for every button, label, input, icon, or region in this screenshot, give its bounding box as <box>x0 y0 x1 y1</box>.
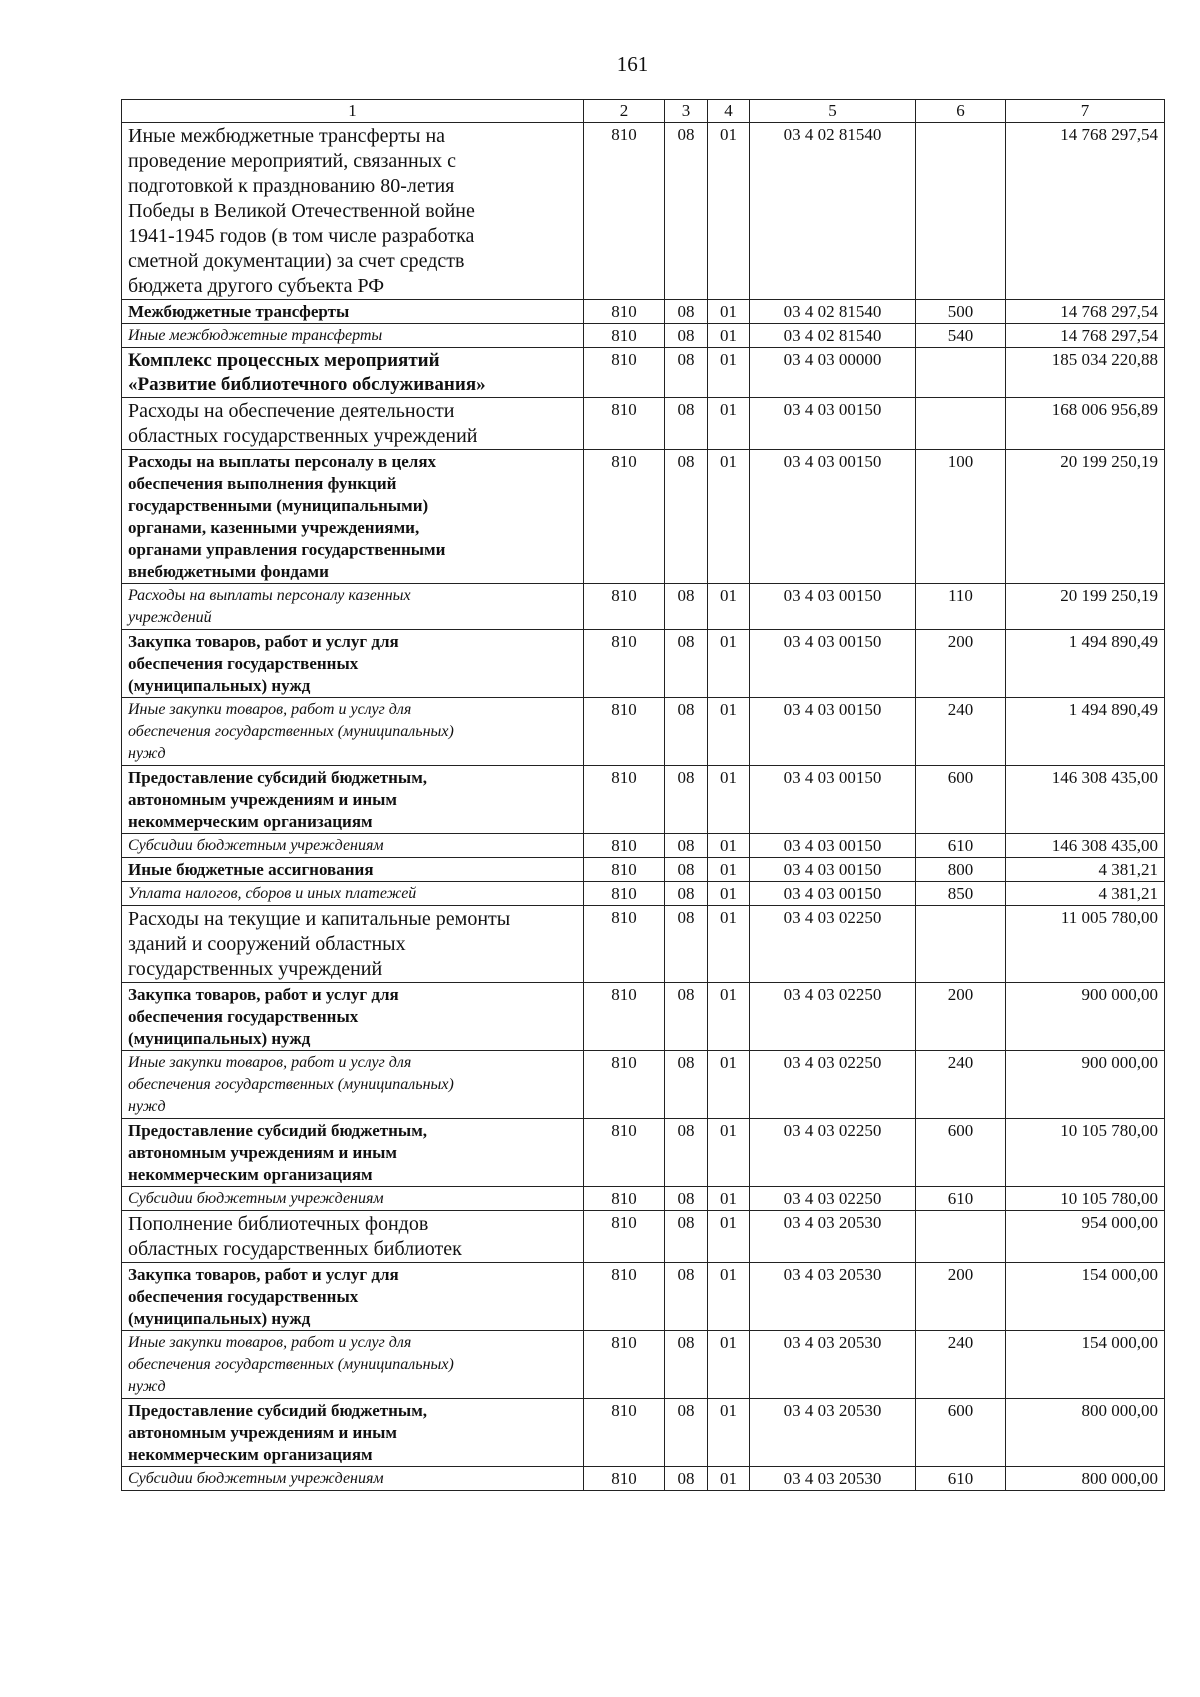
row-code-6: 200 <box>916 983 1006 1051</box>
row-name: Межбюджетные трансферты <box>122 300 584 324</box>
row-code-3: 08 <box>665 1263 708 1331</box>
row-code-3: 08 <box>665 1119 708 1187</box>
row-code-4: 01 <box>708 983 750 1051</box>
row-code-4: 01 <box>708 882 750 906</box>
row-code-5: 03 4 03 02250 <box>750 1051 916 1119</box>
row-code-4: 01 <box>708 698 750 766</box>
row-code-6: 500 <box>916 300 1006 324</box>
row-name: Иные закупки товаров, работ и услуг для обеспечения государственных (муниципальных) нужд <box>122 698 584 766</box>
row-code-2: 810 <box>584 450 665 584</box>
row-name: Предоставление субсидий бюджетным, автономным учреждениям и иным некоммерческим организациям <box>122 766 584 834</box>
row-name: Закупка товаров, работ и услуг для обеспечения государственных (муниципальных) нужд <box>122 630 584 698</box>
row-code-2: 810 <box>584 983 665 1051</box>
row-code-4: 01 <box>708 398 750 450</box>
row-code-3: 08 <box>665 324 708 348</box>
table-row <box>122 834 1165 858</box>
column-header-6: 6 <box>916 100 1006 123</box>
row-code-5: 03 4 03 20530 <box>750 1467 916 1491</box>
row-code-6: 600 <box>916 1119 1006 1187</box>
row-code-3: 08 <box>665 398 708 450</box>
row-code-5: 03 4 03 00150 <box>750 630 916 698</box>
column-header-3: 3 <box>665 100 708 123</box>
row-code-6: 200 <box>916 630 1006 698</box>
table-row <box>122 906 1165 983</box>
row-code-3: 08 <box>665 1187 708 1211</box>
row-code-2: 810 <box>584 834 665 858</box>
table-row <box>122 584 1165 630</box>
row-code-3: 08 <box>665 1211 708 1263</box>
row-code-6: 100 <box>916 450 1006 584</box>
column-header-5: 5 <box>750 100 916 123</box>
row-code-2: 810 <box>584 1211 665 1263</box>
row-code-6: 540 <box>916 324 1006 348</box>
row-code-4: 01 <box>708 1467 750 1491</box>
row-code-5: 03 4 03 02250 <box>750 1119 916 1187</box>
row-code-5: 03 4 03 20530 <box>750 1211 916 1263</box>
row-code-4: 01 <box>708 123 750 300</box>
table-row <box>122 348 1165 398</box>
row-code-2: 810 <box>584 300 665 324</box>
table-row <box>122 766 1165 834</box>
row-code-4: 01 <box>708 1211 750 1263</box>
row-code-3: 08 <box>665 630 708 698</box>
row-code-6: 600 <box>916 1399 1006 1467</box>
row-code-5: 03 4 03 00150 <box>750 450 916 584</box>
row-amount: 800 000,00 <box>1006 1467 1165 1491</box>
row-name: Расходы на выплаты персоналу казенных учреждений <box>122 584 584 630</box>
row-code-2: 810 <box>584 1051 665 1119</box>
table-row <box>122 324 1165 348</box>
row-code-4: 01 <box>708 450 750 584</box>
row-code-6: 240 <box>916 1331 1006 1399</box>
row-code-5: 03 4 03 00150 <box>750 882 916 906</box>
row-code-5: 03 4 03 00150 <box>750 834 916 858</box>
table-row <box>122 882 1165 906</box>
row-code-2: 810 <box>584 348 665 398</box>
row-amount: 185 034 220,88 <box>1006 348 1165 398</box>
row-name: Уплата налогов, сборов и иных платежей <box>122 882 584 906</box>
row-code-6 <box>916 123 1006 300</box>
row-amount: 1 494 890,49 <box>1006 630 1165 698</box>
page-number: 161 <box>616 52 649 76</box>
row-code-5: 03 4 03 00150 <box>750 766 916 834</box>
row-amount: 900 000,00 <box>1006 983 1165 1051</box>
budget-table <box>121 99 1165 1491</box>
row-amount: 146 308 435,00 <box>1006 766 1165 834</box>
row-code-3: 08 <box>665 766 708 834</box>
row-code-3: 08 <box>665 348 708 398</box>
column-header-7: 7 <box>1006 100 1165 123</box>
row-name: Иные закупки товаров, работ и услуг для обеспечения государственных (муниципальных) нужд <box>122 1051 584 1119</box>
row-code-3: 08 <box>665 1399 708 1467</box>
row-name: Иные межбюджетные трансферты <box>122 324 584 348</box>
row-code-6 <box>916 1211 1006 1263</box>
row-code-3: 08 <box>665 584 708 630</box>
row-code-4: 01 <box>708 834 750 858</box>
row-code-6: 850 <box>916 882 1006 906</box>
row-code-3: 08 <box>665 858 708 882</box>
row-code-2: 810 <box>584 1331 665 1399</box>
row-code-4: 01 <box>708 584 750 630</box>
row-amount: 11 005 780,00 <box>1006 906 1165 983</box>
row-code-3: 08 <box>665 698 708 766</box>
row-code-5: 03 4 03 02250 <box>750 1187 916 1211</box>
row-code-3: 08 <box>665 834 708 858</box>
table-row <box>122 1119 1165 1187</box>
row-code-6: 610 <box>916 834 1006 858</box>
row-code-5: 03 4 03 00150 <box>750 858 916 882</box>
row-code-4: 01 <box>708 324 750 348</box>
row-amount: 20 199 250,19 <box>1006 450 1165 584</box>
row-code-6: 800 <box>916 858 1006 882</box>
row-amount: 146 308 435,00 <box>1006 834 1165 858</box>
row-amount: 14 768 297,54 <box>1006 324 1165 348</box>
row-code-2: 810 <box>584 766 665 834</box>
row-amount: 4 381,21 <box>1006 882 1165 906</box>
row-code-5: 03 4 03 02250 <box>750 906 916 983</box>
row-name: Расходы на обеспечение деятельности областных государственных учреждений <box>122 398 584 450</box>
row-code-5: 03 4 03 20530 <box>750 1331 916 1399</box>
row-name: Иные закупки товаров, работ и услуг для обеспечения государственных (муниципальных) нужд <box>122 1331 584 1399</box>
row-amount: 14 768 297,54 <box>1006 300 1165 324</box>
row-name: Субсидии бюджетным учреждениям <box>122 1467 584 1491</box>
row-code-2: 810 <box>584 398 665 450</box>
row-amount: 154 000,00 <box>1006 1263 1165 1331</box>
row-code-2: 810 <box>584 1187 665 1211</box>
row-name: Иные бюджетные ассигнования <box>122 858 584 882</box>
row-code-4: 01 <box>708 1187 750 1211</box>
row-code-5: 03 4 03 02250 <box>750 983 916 1051</box>
row-code-4: 01 <box>708 906 750 983</box>
row-name: Субсидии бюджетным учреждениям <box>122 834 584 858</box>
column-header-4: 4 <box>708 100 750 123</box>
table-row <box>122 1211 1165 1263</box>
table-row <box>122 1331 1165 1399</box>
row-code-6: 240 <box>916 698 1006 766</box>
row-code-4: 01 <box>708 300 750 324</box>
table-row <box>122 858 1165 882</box>
row-code-5: 03 4 03 20530 <box>750 1399 916 1467</box>
row-amount: 10 105 780,00 <box>1006 1119 1165 1187</box>
table-row <box>122 1399 1165 1467</box>
row-code-2: 810 <box>584 630 665 698</box>
row-code-6: 240 <box>916 1051 1006 1119</box>
row-name: Расходы на выплаты персоналу в целях обеспечения выполнения функций государственными (муниципальными) органами, казенными учреждениями, органами управления государственными внебюджетными фондами <box>122 450 584 584</box>
table-row <box>122 983 1165 1051</box>
row-code-2: 810 <box>584 324 665 348</box>
table-row <box>122 1263 1165 1331</box>
row-name: Предоставление субсидий бюджетным, автономным учреждениям и иным некоммерческим организациям <box>122 1399 584 1467</box>
table-row <box>122 123 1165 300</box>
column-header-1: 1 <box>122 100 584 123</box>
table-row <box>122 630 1165 698</box>
table-row <box>122 398 1165 450</box>
row-code-3: 08 <box>665 300 708 324</box>
row-code-4: 01 <box>708 348 750 398</box>
row-code-5: 03 4 03 00150 <box>750 698 916 766</box>
row-code-4: 01 <box>708 1119 750 1187</box>
row-amount: 954 000,00 <box>1006 1211 1165 1263</box>
row-code-2: 810 <box>584 584 665 630</box>
row-code-5: 03 4 02 81540 <box>750 300 916 324</box>
row-code-3: 08 <box>665 1331 708 1399</box>
row-code-2: 810 <box>584 882 665 906</box>
row-name: Пополнение библиотечных фондов областных государственных библиотек <box>122 1211 584 1263</box>
row-amount: 20 199 250,19 <box>1006 584 1165 630</box>
row-code-3: 08 <box>665 1467 708 1491</box>
row-code-2: 810 <box>584 1399 665 1467</box>
row-code-6 <box>916 348 1006 398</box>
row-amount: 154 000,00 <box>1006 1331 1165 1399</box>
row-name: Закупка товаров, работ и услуг для обеспечения государственных (муниципальных) нужд <box>122 983 584 1051</box>
table-row <box>122 450 1165 584</box>
row-code-6: 600 <box>916 766 1006 834</box>
table-row <box>122 1187 1165 1211</box>
row-name: Расходы на текущие и капитальные ремонты зданий и сооружений областных государственных учреждений <box>122 906 584 983</box>
row-code-3: 08 <box>665 906 708 983</box>
table-row <box>122 698 1165 766</box>
table-header-row <box>122 100 1165 123</box>
row-code-6 <box>916 906 1006 983</box>
column-header-2: 2 <box>584 100 665 123</box>
row-code-6: 610 <box>916 1467 1006 1491</box>
row-code-3: 08 <box>665 450 708 584</box>
row-code-5: 03 4 03 00000 <box>750 348 916 398</box>
row-code-3: 08 <box>665 1051 708 1119</box>
row-name: Субсидии бюджетным учреждениям <box>122 1187 584 1211</box>
row-code-4: 01 <box>708 766 750 834</box>
row-code-2: 810 <box>584 858 665 882</box>
row-name: Иные межбюджетные трансферты на проведение мероприятий, связанных с подготовкой к празднованию 80-летия Победы в Великой Отечественной войне 1941-1945 годов (в том числе разработка сметной документации) за счет средств бюджета другого субъекта РФ <box>122 123 584 300</box>
row-code-2: 810 <box>584 906 665 983</box>
row-name: Предоставление субсидий бюджетным, автономным учреждениям и иным некоммерческим организациям <box>122 1119 584 1187</box>
row-code-4: 01 <box>708 1051 750 1119</box>
row-code-5: 03 4 02 81540 <box>750 123 916 300</box>
row-amount: 4 381,21 <box>1006 858 1165 882</box>
row-code-3: 08 <box>665 882 708 906</box>
row-code-5: 03 4 03 00150 <box>750 398 916 450</box>
row-code-5: 03 4 03 00150 <box>750 584 916 630</box>
row-code-6 <box>916 398 1006 450</box>
row-code-5: 03 4 02 81540 <box>750 324 916 348</box>
row-code-4: 01 <box>708 1399 750 1467</box>
row-code-2: 810 <box>584 1263 665 1331</box>
row-code-2: 810 <box>584 1119 665 1187</box>
row-code-6: 610 <box>916 1187 1006 1211</box>
row-code-6: 110 <box>916 584 1006 630</box>
table-row <box>122 1467 1165 1491</box>
row-name: Комплекс процессных мероприятий «Развитие библиотечного обслуживания» <box>122 348 584 398</box>
row-code-4: 01 <box>708 858 750 882</box>
row-amount: 900 000,00 <box>1006 1051 1165 1119</box>
row-amount: 800 000,00 <box>1006 1399 1165 1467</box>
row-code-5: 03 4 03 20530 <box>750 1263 916 1331</box>
row-amount: 10 105 780,00 <box>1006 1187 1165 1211</box>
row-code-6: 200 <box>916 1263 1006 1331</box>
row-amount: 168 006 956,89 <box>1006 398 1165 450</box>
row-amount: 14 768 297,54 <box>1006 123 1165 300</box>
row-code-4: 01 <box>708 1263 750 1331</box>
row-code-4: 01 <box>708 1331 750 1399</box>
row-code-2: 810 <box>584 698 665 766</box>
table-row <box>122 1051 1165 1119</box>
row-code-2: 810 <box>584 123 665 300</box>
row-amount: 1 494 890,49 <box>1006 698 1165 766</box>
row-code-3: 08 <box>665 983 708 1051</box>
row-code-4: 01 <box>708 630 750 698</box>
row-name: Закупка товаров, работ и услуг для обеспечения государственных (муниципальных) нужд <box>122 1263 584 1331</box>
row-code-3: 08 <box>665 123 708 300</box>
row-code-2: 810 <box>584 1467 665 1491</box>
table-row <box>122 300 1165 324</box>
